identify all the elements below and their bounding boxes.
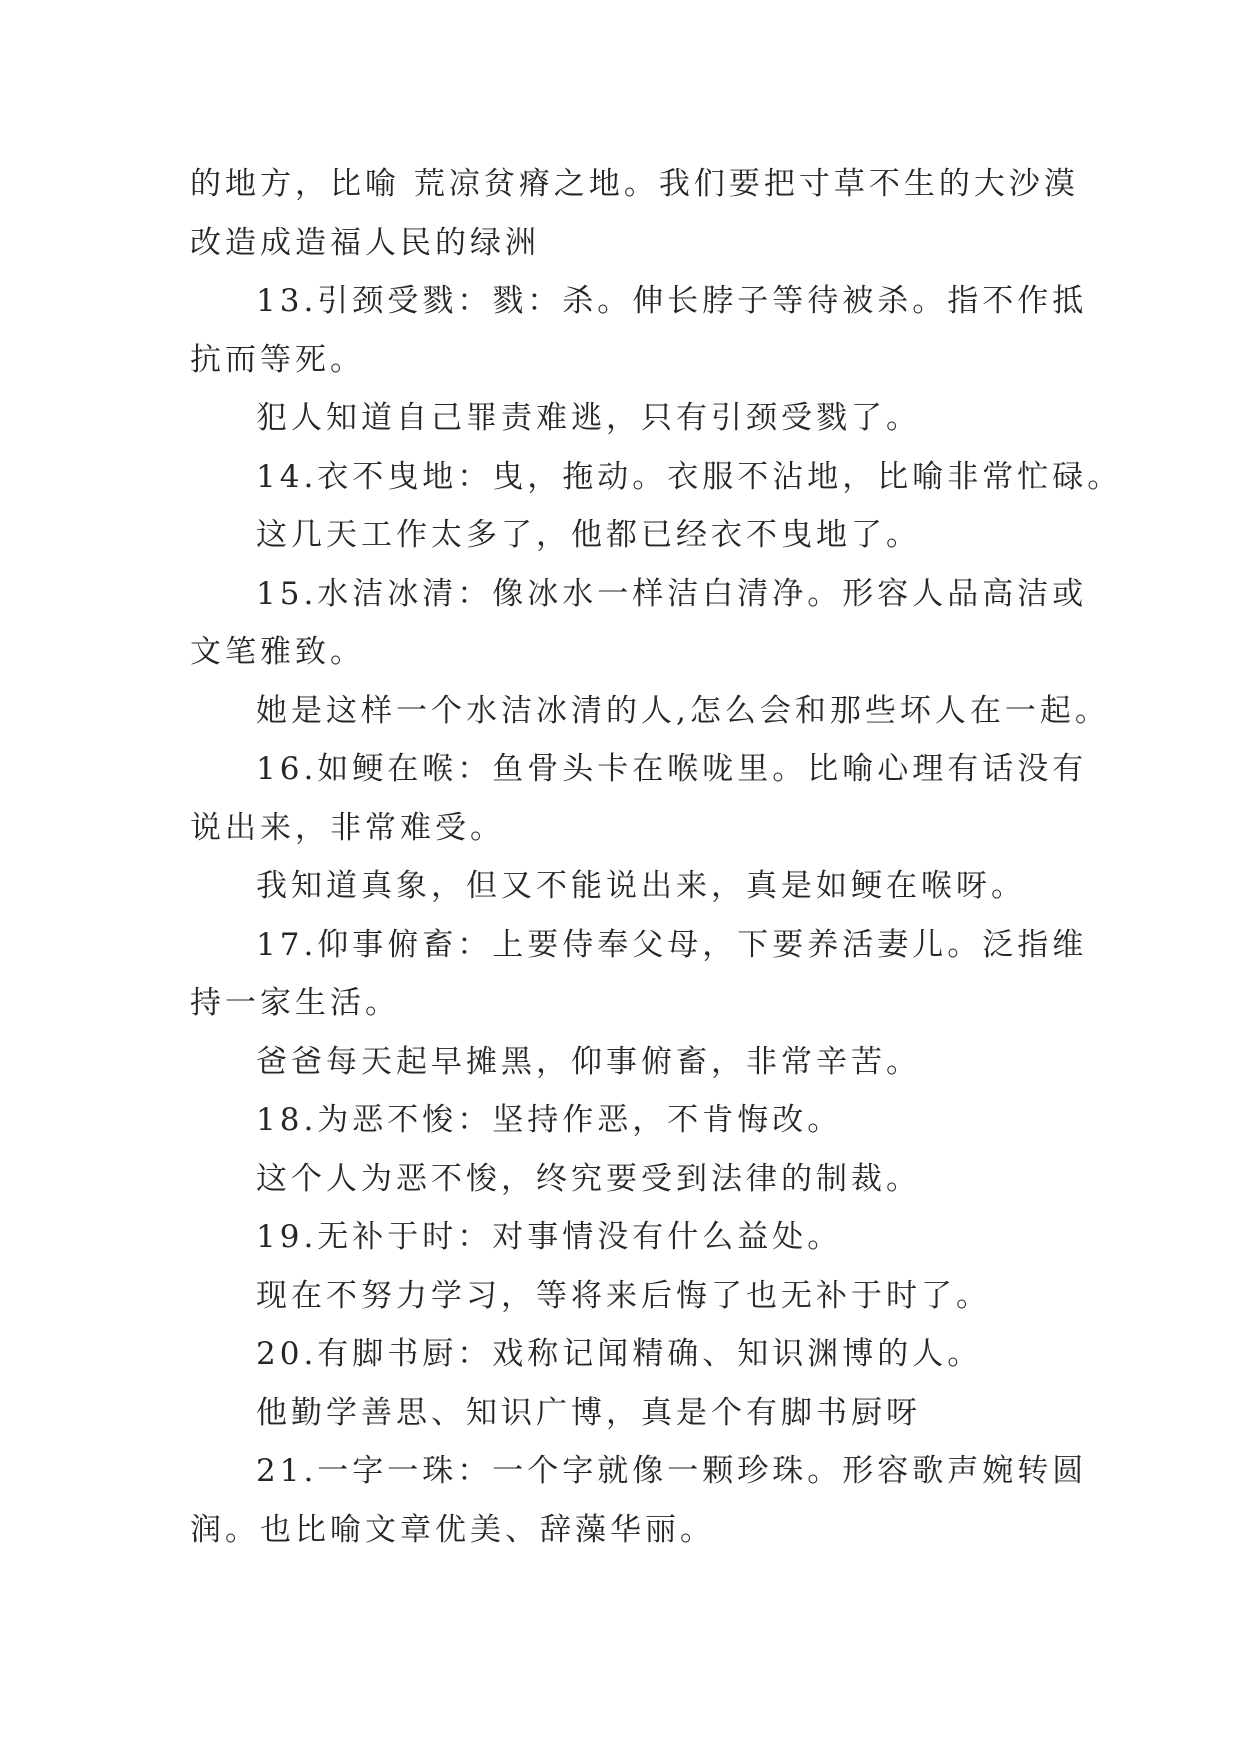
example-sentence: 现在不努力学习，等将来后悔了也无补于时了。 <box>256 1277 991 1314</box>
text-line: 持一家生活。 <box>190 985 400 1021</box>
idiom-entry: 16.如鲠在喉：鱼骨头卡在喉咙里。比喻心理有话没有 <box>256 751 1088 787</box>
example-sentence: 这几天工作太多了，他都已经衣不曳地了。 <box>256 517 921 553</box>
idiom-entry: 20.有脚书厨：戏称记闻精确、知识渊博的人。 <box>256 1336 983 1372</box>
idiom-entry: 15.水洁冰清：像冰水一样洁白清净。形容人品高洁或 <box>256 575 1088 612</box>
text-line: 抗而等死。 <box>190 341 365 378</box>
idiom-entry: 21.一字一珠：一个字就像一颗珍珠。形容歌声婉转圆 <box>256 1453 1088 1489</box>
idiom-entry: 17.仰事俯畜：上要侍奉父母，下要养活妻儿。泛指维 <box>256 926 1088 963</box>
example-sentence: 他勤学善思、知识广博，真是个有脚书厨呀 <box>256 1394 921 1431</box>
document-body <box>190 155 1123 1559</box>
idiom-entry: 19.无补于时：对事情没有什么益处。 <box>256 1219 843 1255</box>
idiom-entry: 18.为恶不悛：坚持作恶，不肯悔改。 <box>256 1102 843 1138</box>
example-sentence: 犯人知道自己罪责难逃，只有引颈受戮了。 <box>256 400 921 436</box>
example-sentence: 爸爸每天起早摊黑，仰事俯畜，非常辛苦。 <box>256 1043 921 1080</box>
idiom-entry: 14.衣不曳地：曳，拖动。衣服不沾地，比喻非常忙碌。 <box>256 458 1123 495</box>
example-sentence: 我知道真象，但又不能说出来，真是如鲠在喉呀。 <box>256 868 1026 904</box>
example-sentence: 这个人为恶不悛，终究要受到法律的制裁。 <box>256 1160 921 1197</box>
example-sentence: 她是这样一个水洁冰清的人,怎么会和那些坏人在一起。 <box>256 692 1110 729</box>
text-line: 润。也比喻文章优美、辞藻华丽。 <box>190 1511 715 1548</box>
text-line: 说出来，非常难受。 <box>190 809 505 846</box>
text-line: 改造成造福人民的绿洲 <box>190 224 540 261</box>
text-line: 的地方，比喻 荒凉贫瘠之地。我们要把寸草不生的大沙漠 <box>190 166 1079 202</box>
text-line: 文笔雅致。 <box>190 634 365 670</box>
idiom-entry: 13.引颈受戮：戮：杀。伸长脖子等待被杀。指不作抵 <box>256 283 1088 319</box>
